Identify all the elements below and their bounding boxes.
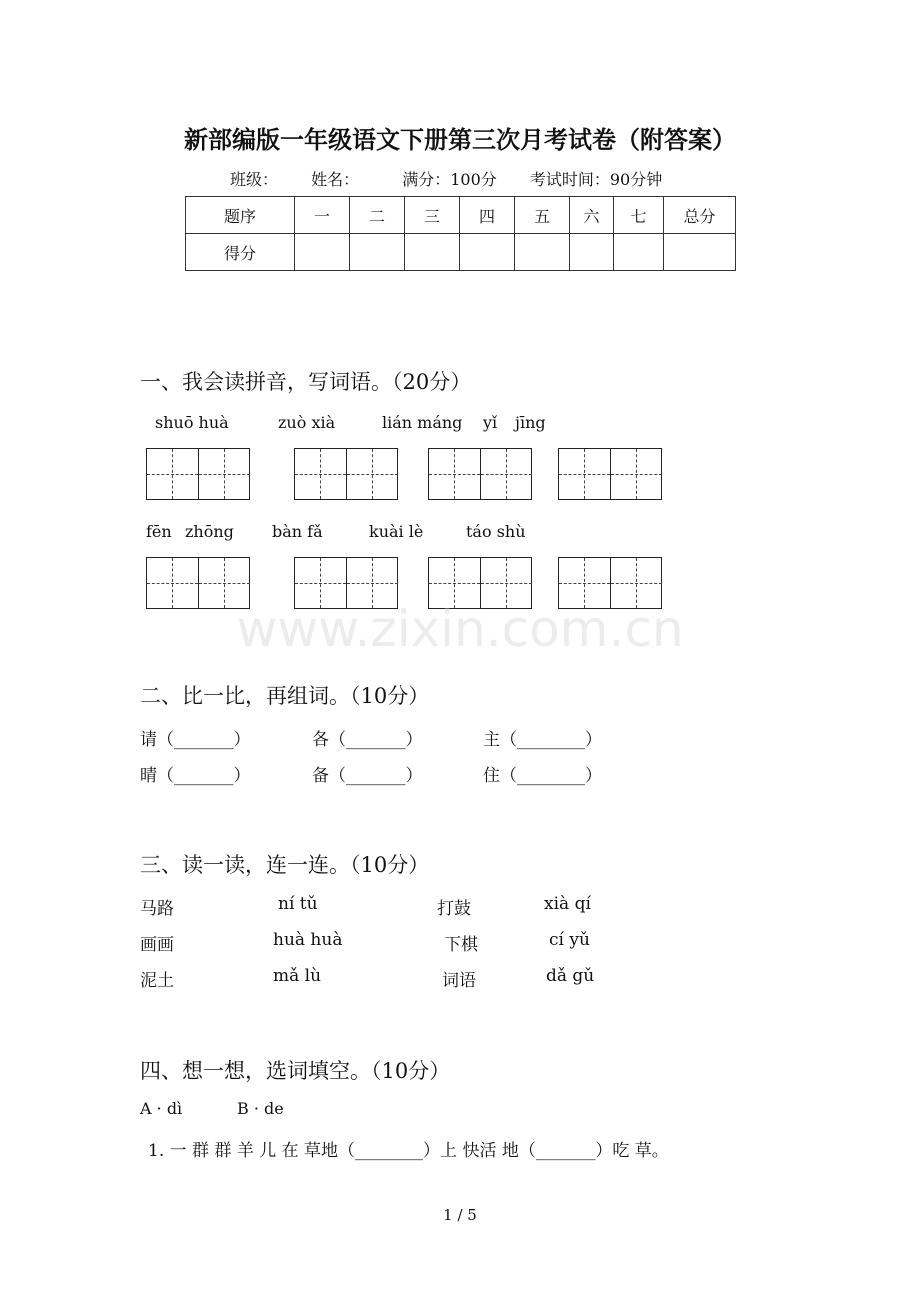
pinyin-label: táo shù: [466, 522, 526, 541]
score-table: [185, 196, 736, 271]
score-header-cell: 五: [515, 197, 570, 234]
match-pinyin: xià qí: [544, 894, 591, 914]
page-number: 1 / 5: [443, 1206, 477, 1224]
score-cell: [295, 234, 350, 271]
match-pinyin: mǎ lù: [273, 966, 322, 986]
score-cell: [664, 234, 736, 271]
score-header-cell: 三: [405, 197, 460, 234]
match-word: 泥土: [140, 971, 174, 991]
score-table-header-row: [186, 197, 736, 234]
pinyin-label: yǐ: [483, 413, 498, 432]
section1-title: 一、我会读拼音，写词语。（20分）: [140, 370, 472, 394]
match-pinyin: huà huà: [273, 930, 343, 950]
pinyin-label: jīng: [515, 413, 546, 432]
full-score: 满分：100分: [402, 170, 497, 189]
section4-title: 四、想一想，选词填空。（10分）: [140, 1059, 451, 1083]
compare-item: 各（_______）: [312, 730, 423, 750]
pinyin-label: zhōng: [185, 522, 234, 541]
compare-item: 住（________）: [483, 766, 602, 786]
score-header-cell: 一: [295, 197, 350, 234]
score-cell: [350, 234, 405, 271]
score-cell: [515, 234, 570, 271]
match-word: 画画: [140, 935, 174, 955]
watermark: www.zixin.com.cn: [236, 600, 684, 658]
section3-title: 三、读一读，连一连。（10分）: [140, 853, 430, 877]
page-title: 新部编版一年级语文下册第三次月考试卷（附答案）: [184, 125, 736, 154]
pinyin-label: fēn: [146, 522, 172, 541]
writing-grid: [558, 448, 662, 500]
class-label: 班级：: [230, 170, 279, 189]
score-row-label: 得分: [186, 234, 295, 271]
pinyin-label: kuài lè: [369, 522, 424, 541]
match-pinyin: dǎ gǔ: [546, 966, 595, 986]
score-header-cell: 总分: [664, 197, 736, 234]
match-word: 打鼓: [437, 899, 471, 919]
score-table-score-row: [186, 234, 736, 271]
option-b: B · de: [237, 1099, 284, 1118]
score-header-cell: 题序: [186, 197, 295, 234]
match-word: 词语: [442, 971, 476, 991]
writing-grid: [428, 448, 532, 500]
exam-time: 考试时间：90分钟: [529, 170, 663, 189]
name-label: 姓名：: [311, 170, 360, 189]
pinyin-label: shuō huà: [155, 413, 229, 432]
match-word: 马路: [140, 899, 174, 919]
score-cell: [405, 234, 460, 271]
match-pinyin: cí yǔ: [549, 930, 590, 950]
score-header-cell: 六: [570, 197, 614, 234]
pinyin-label: bàn fǎ: [272, 522, 323, 541]
compare-item: 晴（_______）: [140, 766, 251, 786]
compare-item: 请（_______）: [140, 730, 251, 750]
question-1: 1. 一 群 群 羊 儿 在 草地（________）上 快活 地（_______）吃 草。: [148, 1141, 669, 1161]
score-cell: [570, 234, 614, 271]
pinyin-label: zuò xià: [278, 413, 336, 432]
writing-grid: [146, 448, 250, 500]
score-header-cell: 四: [460, 197, 515, 234]
section2-title: 二、比一比，再组词。（10分）: [140, 684, 430, 708]
compare-item: 主（________）: [483, 730, 602, 750]
score-header-cell: 七: [614, 197, 664, 234]
compare-item: 备（_______）: [312, 766, 423, 786]
option-a: A · dì: [140, 1099, 183, 1118]
info-line: [230, 167, 690, 190]
score-header-cell: 二: [350, 197, 405, 234]
score-cell: [460, 234, 515, 271]
match-word: 下棋: [444, 935, 478, 955]
pinyin-label: lián máng: [382, 413, 463, 432]
match-pinyin: ní tǔ: [278, 894, 318, 914]
score-cell: [614, 234, 664, 271]
writing-grid: [294, 448, 398, 500]
